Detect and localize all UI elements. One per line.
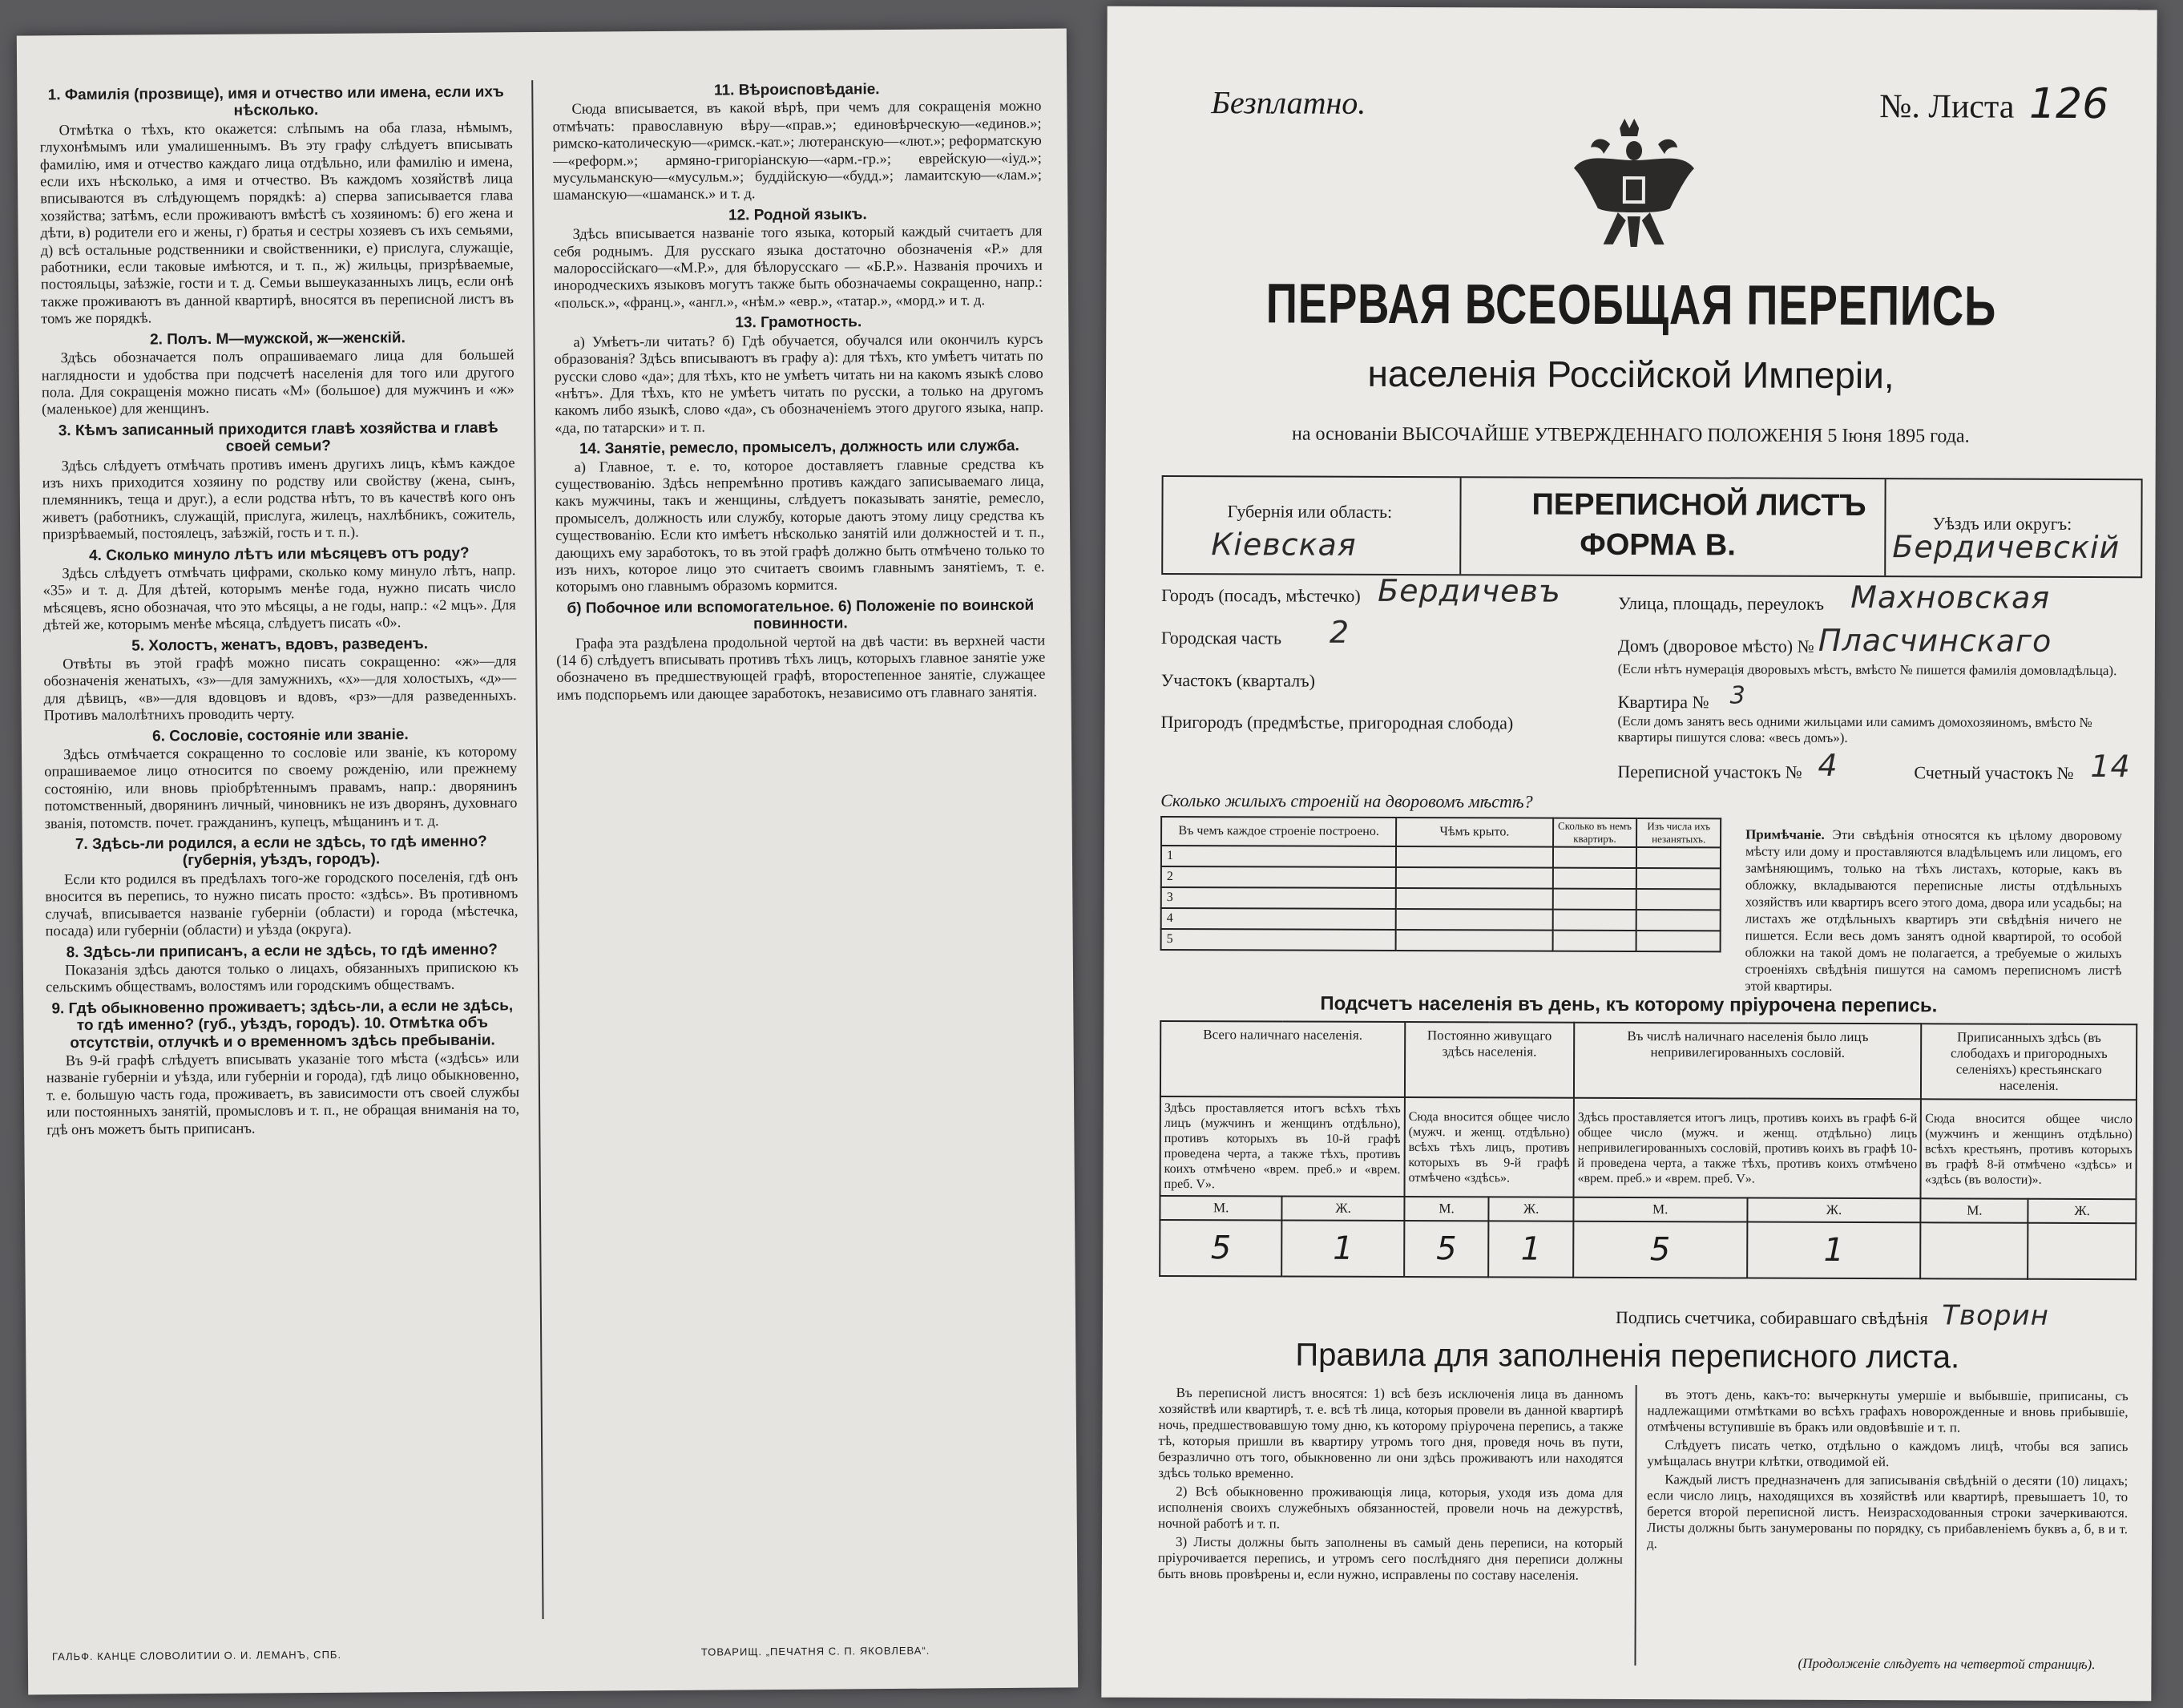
rules-divider xyxy=(1634,1385,1636,1666)
rules-paragraph: 3) Листы должны быть заполнены въ самый день переписи, на который пріурочивается перепись, и утромъ сего послѣдняго дня переписи должны быть вновь провѣрены и, если нужно, исправлены по составу населенія. xyxy=(1157,1534,1624,1583)
column-divider xyxy=(531,80,543,1619)
document-subtitle: населенія Россійской Имперіи, xyxy=(1367,352,1894,397)
signature-line xyxy=(1616,1298,2049,1332)
pop-female-header: Ж. xyxy=(2028,1199,2137,1223)
houses-cell xyxy=(1636,889,1721,910)
apartment-label: Квартира № xyxy=(1617,691,1709,713)
form-subtitle: ФОРМА В. xyxy=(1580,527,1736,563)
section-heading: 2. Полъ. М—мужской, ж—женскій. xyxy=(149,329,406,349)
printer-credit-right: ТОВАРИЩ. „ПЕЧАТНЯ С. П. ЯКОВЛЕВА“. xyxy=(700,1644,930,1658)
house-label: Домъ (дворовое мѣсто) № xyxy=(1617,635,1814,656)
apartment-value: 3 xyxy=(1729,681,1746,710)
houses-col-roof: Чѣмъ крыто. xyxy=(1396,818,1553,847)
pop-desc-peasant: Сюда вносится общее число (мужчинъ и женщинъ отдѣльно) всѣхъ крестьянъ, противъ которыхъ въ графѣ 8-й отмѣчено «здѣсь» и «здѣсь (въ волости)». xyxy=(1921,1099,2137,1199)
houses-row xyxy=(1161,929,1721,951)
section-text: Здѣсь слѣдуетъ отмѣчать противъ именъ другихъ лицъ, кѣмъ каждое изъ нихъ приходится хозяину по родству или свойству (жена, сынъ, племянникъ, теща и друг.), а если родства нѣтъ, то въ качествѣ кого онъ живетъ (работникъ, служащій, прислуга, жилецъ, нахлѣбникъ, сожитель, призрѣваемый, постоялецъ, заѣзжій, гость и т. п.). xyxy=(42,454,516,543)
population-heading: Подсчетъ населенія въ день, къ которому пріурочена перепись. xyxy=(1320,992,1938,1017)
count-area-value: 14 xyxy=(2090,749,2131,785)
houses-col-apartments: Сколько въ немъ квартиръ. xyxy=(1553,818,1637,847)
free-label: Безплатно. xyxy=(1211,84,1366,121)
houses-cell xyxy=(1396,867,1553,889)
houses-cell xyxy=(1396,930,1553,951)
count-area-label: Счетный участокъ № xyxy=(1914,762,2074,783)
pop-value: 5 xyxy=(1404,1221,1489,1277)
street-label: Улица, площадь, переулокъ xyxy=(1618,592,1825,614)
city-label: Городъ (посадъ, мѣстечко) xyxy=(1161,584,1361,606)
houses-cell xyxy=(1552,931,1636,951)
section-text: а) Главное, т. е. то, которое доставляетъ главные средства къ существованію. Здѣсь непремѣнно противъ каждаго записываемаго лица, какъ мужчины, такъ и женщины, слѣдуетъ показывать занятіе, ремесло, промыселъ, должность или службу, которые даютъ этому лицу средства къ существованію. Если кто имѣетъ нѣсколько занятій или должностей и т. п., дающихъ ему заработокъ, то въ этой графѣ должно быть отмѣчено только то изъ нихъ, которое лицо это считаетъ своимъ главнымъ занятіемъ, т. е. которымъ оно главнымъ образомъ кормится. xyxy=(555,456,1045,596)
houses-table xyxy=(1160,816,1722,952)
houses-row xyxy=(1161,846,1721,868)
houses-col-material: Въ чемъ каждое строеніе построено. xyxy=(1161,817,1396,846)
city-part-value: 2 xyxy=(1329,614,1350,650)
city-value: Бердичевъ xyxy=(1378,572,1561,609)
houses-row-number: 2 xyxy=(1161,866,1396,888)
rules-paragraph: Въ переписной листъ вносятся: 1) всѣ безъ исключенія лица въ данномъ хозяйствѣ или квартирѣ, т. е. всѣ тѣ лица, которыя провели въ данной квартирѣ ночь, предшествовавшую тому дню, къ которому пріурочена перепись, а также тѣ, которыя пришли въ квартиру утромъ того дня, проведя ночь въ пути, безразлично отъ того, обыкновенно ли они здѣсь проживаютъ или находятся здѣсь только временно. xyxy=(1158,1385,1624,1481)
signature-value: Творин xyxy=(1942,1299,2049,1332)
house-note: (Если нѣтъ нумерація дворовыхъ мѣстъ, вмѣсто № пишется фамилія домовладѣльца). xyxy=(1617,660,2117,679)
double-headed-eagle-emblem xyxy=(1570,112,1699,257)
left-column-a xyxy=(39,80,523,1606)
section-text: а) Умѣетъ-ли читать? б) Гдѣ обучается, обучался или окончилъ курсъ образованія? Здѣсь вписываютъ въ графу а): для тѣхъ, кто умѣетъ читать по русски слово «да»; для тѣхъ, кто не умѣетъ читать ни на какомъ языкѣ слово «нѣтъ». Для тѣхъ, кто не умѣетъ читать по русски, а только на другомъ какомъ либо языкѣ, слово «да», съ обозначеніемъ этого другого языка, напр. «да, по татарски» и т. п. xyxy=(554,331,1044,437)
section-text: Отвѣты въ этой графѣ можно писать сокращенно: «ж»—для обозначенія женатыхъ, «з»—для замужнихъ, «х»—для холостыхъ, «д»—для дѣвицъ, «в»—для вдовцовъ и вдовъ, «рз»—для разведенныхъ. Противъ малолѣтнихъ проводить черту. xyxy=(43,653,517,725)
houses-cell xyxy=(1636,910,1721,931)
population-table xyxy=(1159,1020,2137,1280)
suburb-label: Пригородъ (предмѣстье, пригородная слобода) xyxy=(1160,711,1514,733)
houses-cell xyxy=(1396,909,1553,931)
section-text: Отмѣтка о тѣхъ, кто окажется: слѣпымъ на оба глаза, нѣмымъ, глухонѣмымъ или умалишеннымъ. Въ эту графу слѣдуетъ вписывать фамилію, имя и отчество каждаго лица отдѣльно, или фамилію и имена, если ихъ нѣсколько, а имя и отчество. Въ каждомъ хозяйствѣ лица вписываются въ слѣдующемъ порядкѣ: а) сперва записывается глава хозяйства; затѣмъ, если проживаютъ вмѣстѣ съ хозяиномъ: б) его жена и дѣти, в) родители его и жены, г) братья и сестры хозяевъ съ ихъ семьями, д) всѣ остальные родственники и свойственники, е) прислуга, служащіе, работники, если таковые имѣются, и т. п., ж) жильцы, призрѣваемые, постояльцы, заѣзжіе, гости и т. д. Семьи вышеуказанныхъ лицъ, если онѣ также проживаютъ въ данной квартирѣ, вносятся въ переписной листъ въ томъ же порядкѣ. xyxy=(39,119,514,328)
rules-paragraph: Каждый листъ предназначенъ для записыванія свѣдѣній о десяти (10) лицахъ; если число лицъ, находящихся въ хозяйствѣ или квартирѣ, превышаетъ 10, то берется второй переписной листъ. Неизрасходованныя строки зачеркиваются. Листы должны быть занумерованы по порядку, съ прибавленіемъ буквъ а, б, в и т. д. xyxy=(1646,1472,2129,1552)
pop-value xyxy=(2028,1223,2137,1279)
governorate-value: Кіевская xyxy=(1211,527,1357,563)
pop-desc-unprivileged: Здѣсь проставляется итогъ лицъ, противъ коихъ въ графѣ 6-й общее число (мужч. и женщ. отдѣльно) лицъ непривилегированныхъ сословій, противъ коихъ въ графѣ 10-й проведена черта, а также тѣхъ, противъ коихъ отмѣчено «врем. преб.» и «врем. преб. V». xyxy=(1573,1098,1921,1199)
houses-cell xyxy=(1636,931,1721,951)
uezd-label: Уѣздъ или округъ: xyxy=(1932,513,2072,534)
section-text: Здѣсь слѣдуетъ отмѣчать цифрами, сколько кому минуло лѣтъ, напр. «35» и т. д. Для дѣтей, которымъ менѣе года, нужно писать число мѣсяцевъ, ясно обозначая, что это мѣсяцы, а не годы, напр.: «2 мцъ». Для дѣтей же, которымъ менѣе мѣсяца, слѣдуетъ писать «0». xyxy=(42,563,516,634)
header-form-box xyxy=(1161,475,2142,578)
section-heading: б) Побочное или вспомогательное. 6) Положеніе по воинской повинности. xyxy=(567,596,1035,633)
pop-col-permanent: Постоянно живущаго здѣсь населенія. xyxy=(1405,1022,1574,1098)
census-area-label: Переписной участокъ № xyxy=(1617,761,1802,782)
houses-row xyxy=(1161,887,1721,910)
governorate-label: Губернія или область: xyxy=(1227,501,1393,522)
rules-paragraph: въ этотъ день, какъ-то: вычеркнуты умершіе и выбывшіе, приписаны, съ надлежащими отмѣтками во всѣхъ графахъ новорожденные и вновь прибывшіе, отмѣчены вступившіе въ бракъ или овдовѣвшіе и т. п. xyxy=(1647,1387,2129,1435)
houses-row-number: 4 xyxy=(1161,908,1396,930)
printer-credit-left: ГАЛЬФ. КАНЦЕ СЛОВОЛИТИИ О. И. ЛЕМАНЪ, СПБ. xyxy=(51,1648,342,1663)
census-area-value: 4 xyxy=(1818,747,1838,783)
section-text: Здѣсь обозначается полъ опрашиваемаго лица для большей наглядности и удобства при подсчетѣ населенія для того или другого пола. Для сокращенія можно писать «М» (большое) для мужчинъ и «ж» (маленькое) для женщинъ. xyxy=(41,347,514,418)
signature-label: Подпись счетчика, собиравшаго свѣдѣнія xyxy=(1615,1306,1928,1329)
city-part-label: Городская часть xyxy=(1160,627,1282,648)
section-text: Сюда вписывается, въ какой вѣрѣ, при чемъ для сокращенія можно отмѣчать: православную вѣру—«прав.»; единовѣрческую—«единов.»; римско-католическую—«римск.-кат.»; лютеранскую—«лют.»; реформатскую—«реформ.»; армяно-григоріанскую—«арм.-гр.»; еврейскую—«іуд.»; мусульманскую—«мусульм.»; буддійскую—«будд.»; ламаитскую—«лам.»; шаманскую—«шаманск.» и т. д. xyxy=(552,99,1043,204)
houses-row-number: 5 xyxy=(1161,929,1396,951)
pop-value: 5 xyxy=(1160,1220,1282,1277)
houses-row-number: 3 xyxy=(1161,887,1396,909)
pop-desc-total: Здѣсь проставляется итогъ всѣхъ тѣхъ лицъ (мужчинъ и женщинъ отдѣльно), противъ которыхъ въ 10-й графѣ проведена черта, а также тѣхъ, противъ коихъ отмѣчено «врем. преб.» и «врем. преб. V». xyxy=(1160,1096,1405,1197)
sheet-number xyxy=(1879,79,2108,128)
pop-col-total: Всего наличнаго населенія. xyxy=(1160,1021,1405,1097)
pop-male-header: М. xyxy=(1573,1197,1747,1222)
houses-cell xyxy=(1552,868,1636,889)
section-text: Въ 9-й графѣ слѣдуетъ вписывать указаніе того мѣста («здѣсь» или названіе губерніи и уѣзда, или губерніи и города), гдѣ лицо обыкновенно, т. е. большую часть года, проживаетъ, въ зависимости отъ своей службы или постоянныхъ занятій, промысловъ и т. п., не обращая вниманія на то, гдѣ онъ можетъ быть приписанъ. xyxy=(46,1050,520,1138)
form-title: ПЕРЕПИСНОЙ ЛИСТЪ xyxy=(1531,487,1866,523)
section-text: Здѣсь отмѣчается сокращенно то сословіе или званіе, къ которому опрашиваемое лицо относится по своему рожденію, или прежнему состоянію, или вновь пріобрѣтеннымъ правамъ, напр.: дворянинъ потомственный, дворянинъ личный, чиновникъ не изъ дворянъ, духовнаго званія, потомств. почет. гражданинъ, купецъ, мѣщанинъ и т. д. xyxy=(44,744,518,833)
section-heading: 5. Холостъ, женатъ, вдовъ, разведенъ. xyxy=(131,635,429,655)
section-heading: 1. Фамилія (прозвище), имя и отчество или имена, если ихъ нѣсколько. xyxy=(47,83,504,120)
legal-basis: на основаніи ВЫСОЧАЙШЕ УТВЕРЖДЕННАГО ПОЛОЖЕНІЯ 5 Іюня 1895 года. xyxy=(1291,423,1970,447)
section-heading: 14. Занятіе, ремесло, промыселъ, должность или служба. xyxy=(579,438,1019,458)
pop-value: 1 xyxy=(1747,1222,1921,1279)
pop-value: 5 xyxy=(1573,1221,1747,1278)
houses-row-number: 1 xyxy=(1161,846,1396,867)
uezd-value: Бердичевскій xyxy=(1892,529,2120,566)
houses-cell xyxy=(1552,910,1636,931)
section-heading: 6. Сословіе, состояніе или званіе. xyxy=(152,725,409,745)
houses-row xyxy=(1161,866,1721,889)
document-title: ПЕРВАЯ ВСЕОБЩАЯ ПЕРЕПИСЬ xyxy=(1265,272,1997,337)
pop-male-header: М. xyxy=(1921,1198,2028,1222)
section-heading: 12. Родной языкъ. xyxy=(728,206,867,224)
rules-column-b xyxy=(1647,1387,2129,1653)
houses-cell xyxy=(1396,846,1553,868)
sheet-number-value: 126 xyxy=(2028,79,2109,129)
section-text: Здѣсь вписывается названіе того языка, который каждый считаетъ для себя роднымъ. Для русскаго языка достаточно обозначенія «Р.» для малороссійскаго—«М.Р.», для бѣлорусскаго — «Б.Р.». Названія прочихъ и инородческихъ языковъ могутъ также быть обозначаемы сокращенно, напр.: «польск.», «франц.», «англ.», «нѣм.» «евр.», «татар.», «морд.» и т. д. xyxy=(553,223,1043,312)
continued-note: (Продолженіе слѣдуетъ на четвертой страницѣ). xyxy=(1798,1655,2096,1673)
section-heading: 11. Вѣроисповѣданіе. xyxy=(713,81,880,99)
pop-value: 1 xyxy=(1282,1220,1405,1277)
pop-value: 1 xyxy=(1489,1221,1574,1277)
note-text: Эти свѣдѣнія относятся къ цѣлому дворовому мѣсту или дому и проставляются владѣльцемъ или лицомъ, его замѣняющимъ, только на тѣхъ листахъ, которые, какъ въ обложку, вкладываются переписные листы отдѣльныхъ хозяйствъ или квартиръ всего этого дома, двора или усадьбы; на листахъ же отдѣльныхъ квартиръ эти свѣдѣнія ничего не пишется. Если весь домъ занятъ одной квартирой, то особой обложки на такой домъ не полагается, а требуемые о жилыхъ строеніяхъ свѣдѣнія пишутся на самомъ переписномъ листѣ этой квартиры. xyxy=(1745,826,2123,994)
house-value: Пласчинскаго xyxy=(1818,622,2052,659)
rules-paragraph: Слѣдуетъ писать четко, отдѣльно о каждомъ лицѣ, чтобы вся запись умѣщалась внутри клѣтки, отводимой ей. xyxy=(1647,1437,2129,1470)
pop-male-header: М. xyxy=(1404,1197,1489,1221)
section-heading: 7. Здѣсь-ли родился, а если не здѣсь, то гдѣ именно? (губернія, уѣздъ, городъ). xyxy=(75,833,487,870)
pop-desc-permanent: Сюда вносится общее число (мужч. и женщ. отдѣльно) всѣхъ тѣхъ лицъ, противъ которыхъ въ 9-й графѣ отмѣчено «здѣсь». xyxy=(1404,1097,1573,1197)
rules-column-a xyxy=(1157,1385,1623,1667)
houses-cell xyxy=(1553,847,1637,868)
section-heading: 8. Здѣсь-ли приписанъ, а если не здѣсь, то гдѣ именно? xyxy=(66,940,498,961)
houses-cell xyxy=(1636,868,1721,889)
rules-paragraph: 2) Всѣ обыкновенно проживающія лица, которыя, уходя изъ дома для исполненія своихъ служебныхъ обязанностей, провели ночь на дежурствѣ, ночной работѣ и т. п. xyxy=(1158,1484,1624,1532)
left-column-b xyxy=(552,77,1051,1603)
pop-female-header: Ж. xyxy=(1489,1197,1574,1221)
houses-row xyxy=(1161,908,1721,931)
district-label: Участокъ (кварталъ) xyxy=(1160,669,1315,691)
section-text: Если кто родился въ предѣлахъ того-же городского поселенія, гдѣ онъ вносится въ перепись, то нужно писать просто: «здѣсь». Въ противномъ случаѣ, вписывается названіе губерніи (области) и города (мѣстечка, посада) или губерніи (области) и уѣзда (округа). xyxy=(45,869,519,940)
apartment-note: (Если домъ занятъ весь одними жильцами или самимъ домохозяиномъ, вмѣсто № квартиры пишутся слова: «весь домъ»). xyxy=(1617,713,2092,745)
section-heading: 13. Грамотность. xyxy=(735,313,862,332)
pop-female-header: Ж. xyxy=(1282,1196,1405,1221)
houses-cell xyxy=(1552,889,1636,910)
street-value: Махновская xyxy=(1850,579,2051,616)
pop-value xyxy=(1921,1222,2028,1278)
section-text: Показанія здѣсь даются только о лицахъ, обязанныхъ припискою къ сельскимъ обществамъ, волостямъ или городскимъ обществамъ. xyxy=(46,959,519,996)
houses-note xyxy=(1745,826,2122,996)
pop-male-header: М. xyxy=(1160,1196,1282,1221)
section-heading: 3. Кѣмъ записанный приходится главѣ хозяйства и главѣ своей семьи? xyxy=(58,419,498,455)
section-heading: 9. Гдѣ обыкновенно проживаетъ; здѣсь-ли, а если не здѣсь, то гдѣ именно? (губ., уѣздъ, городъ). 10. Отмѣтка объ отсутствіи, отлучкѣ и о временномъ здѣсь пребываніи. xyxy=(51,997,514,1052)
pop-col-peasant: Приписанныхъ здѣсь (въ слободахъ и пригородныхъ селеніяхъ) крестьянскаго населенія. xyxy=(1921,1024,2137,1100)
right-page xyxy=(1101,6,2157,1702)
houses-cell xyxy=(1396,888,1553,910)
pop-female-header: Ж. xyxy=(1747,1198,1921,1223)
rules-title: Правила для заполненія переписного листа. xyxy=(1295,1337,1960,1375)
left-page xyxy=(17,28,1078,1694)
section-text: Графа эта раздѣлена продольной чертой на двѣ части: въ верхней части (14 б) слѣдуетъ вписывать противъ тѣхъ лицъ, которыхъ главное занятіе уже обозначено въ предшествующей графѣ, второстепенное занятіе, служащее имъ подспорьемъ или дающее заработокъ, независимо отъ главнаго занятія. xyxy=(556,632,1046,704)
sheet-number-label: №. Листа xyxy=(1879,88,2015,126)
note-title: Примѣчаніе. xyxy=(1745,826,1825,842)
houses-cell xyxy=(1636,847,1721,868)
houses-col-vacant: Изъ числа ихъ незанятыхъ. xyxy=(1636,818,1721,847)
section-heading: 4. Сколько минуло лѣтъ или мѣсяцевъ отъ роду? xyxy=(88,544,470,564)
pop-col-unprivileged: Въ числѣ наличнаго населенія было лицъ непривилегированныхъ сословій. xyxy=(1574,1023,1922,1100)
houses-question: Сколько жилыхъ строеній на дворовомъ мѣстѣ? xyxy=(1160,789,1533,812)
